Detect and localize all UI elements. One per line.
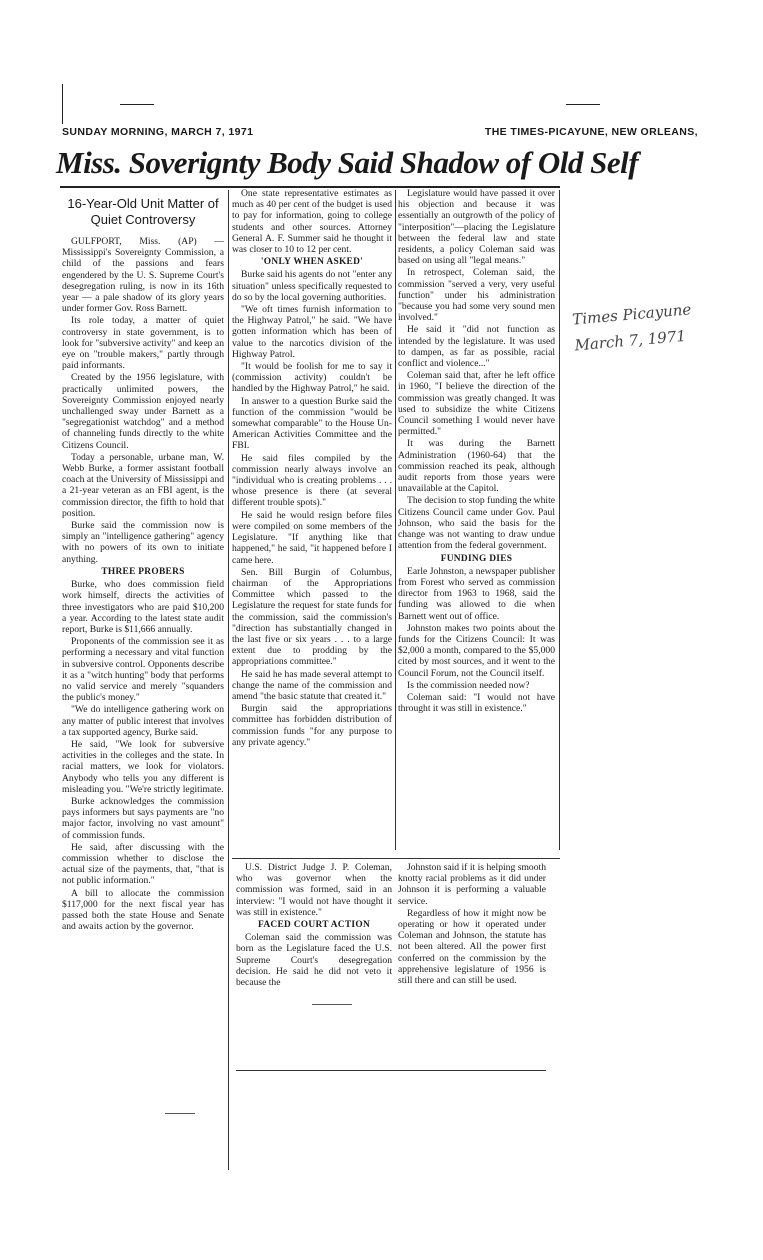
column-rule: [559, 190, 560, 850]
paragraph: Burke acknowledges the commission pays informers but says payments are "no major factor, involving no vast amount" of commission funds.: [62, 795, 224, 841]
handwritten-line-2: March 7, 1971: [573, 326, 687, 355]
paragraph: Legislature would have passed it over his objection and because it was essentially an outgrowth of the policy of "interposition"—placing the Legislature between the federal law and state residents, a policy Coleman said was based on using all "legal means.": [398, 188, 555, 267]
column-3-paragraphs: [398, 188, 555, 552]
paragraph: U.S. District Judge J. P. Coleman, who was governor when the commission was formed, said in an interview: "I would not have thought it was still in existence.": [236, 862, 392, 918]
dateline-date: SUNDAY MORNING, MARCH 7, 1971: [62, 126, 254, 138]
paragraph: Coleman said the commission was born as the Legislature faced the U.S. Supreme Court's desegregation decision. He said he did not veto it because the: [236, 932, 392, 989]
column-2-paragraphs: [232, 188, 392, 255]
paragraph: He said files compiled by the commission nearly always involve an "individual who is creating problems . . . whose presence is there (at several different trouble spots).": [232, 452, 392, 509]
dateline: [62, 126, 698, 142]
paragraph: "We do intelligence gathering work on any matter of public interest that involves a tax supported agency, Burke said.: [62, 704, 224, 738]
paragraph: Created by the 1956 legislature, with practically unlimited powers, the Sovereignty Commission enjoyed nearly unchallenged sway under Barnett as a "segregationist watchdog" and a method of channeling funds directly to the white Citizens Council.: [62, 372, 224, 451]
column-5-paragraphs: [398, 862, 546, 986]
paragraph: Burke said the commission now is simply an "intelligence gathering" agency with no powers of its own to initiate anything.: [62, 520, 224, 565]
paragraph: Johnston said if it is helping smooth knotty racial problems as it did under Johnson it is performing a valuable service.: [398, 862, 546, 907]
column-5: [398, 862, 546, 987]
column-2-paragraphs-b: [232, 269, 392, 748]
paragraph: "We oft times furnish information to the Highway Patrol," he said. "We have gotten information which has been of value to the narcotics division of the Highway Patrol.: [232, 304, 392, 360]
paragraph: He said, after discussing with the commission whether to disclose the actual size of the payments, that, "that is not public information.": [62, 841, 224, 887]
paragraph: Today a personable, urbane man, W. Webb Burke, a former assistant football coach at the University of Mississippi and a 21-year veteran as an FBI agent, is the commission director, the fifth to hold that position.: [62, 451, 224, 519]
column-rule: [395, 190, 396, 850]
column-4-paragraphs: [236, 862, 392, 918]
column-2: [232, 188, 392, 749]
paragraph: In retrospect, Coleman said, the commission "served a very, very useful function" under his administration "because you had some very sound men involved.": [398, 267, 555, 324]
column-1-paragraphs: [62, 236, 224, 565]
section-head-only-when-asked: 'ONLY WHEN ASKED': [260, 257, 364, 268]
column-1-paragraphs-b: [62, 579, 224, 932]
column-1: [62, 188, 224, 933]
paragraph: It was during the Barnett Administration (1960-64) that the commission reached its peak, although audit reports from those years were unavailable at the Capitol.: [398, 438, 555, 495]
subhead: 16-Year-Old Unit Matter of Quiet Controversy: [67, 196, 219, 227]
paragraph: Earle Johnston, a newspaper publisher from Forest who served as commission director from 1963 to 1968, said the funding was allowed to die when Barnett went out of office.: [398, 565, 555, 622]
column-3: [398, 188, 555, 715]
paragraph: Its role today, a matter of quiet controversy in state government, is to look for "subversive activity" and keep an eye on "trouble makers," partly through paid informants.: [62, 315, 224, 372]
margin-mark: [120, 104, 154, 105]
column-4-paragraphs-b: [236, 932, 392, 988]
paragraph: Burgin said the appropriations committee has forbidden distribution of commission funds "for any purpose to any private agency.": [232, 703, 392, 748]
paragraph: Is the commission needed now?: [407, 679, 530, 691]
paragraph: Sen. Bill Burgin of Columbus, chairman of the Appropriations Committee which passed to the Legislature the request for state funds for the commission, said the commission's "direction has substantially changed in the last five or six years . . . to a large extent due to prodding by the appropriations committee.": [232, 566, 392, 668]
cut-line: [236, 1070, 546, 1071]
paragraph: Coleman said that, after he left office in 1960, "I believe the direction of the commission was greatly changed. It was used to subsidize the white Citizens Council something I would never have permitted.": [398, 370, 555, 438]
pen-mark: [165, 1113, 195, 1114]
paragraph: Burke, who does commission field work himself, directs the activities of three investigators who are paid $10,200 a year. According to the latest state audit report, Burke is $11,666 annually.: [62, 579, 224, 635]
margin-mark: [62, 84, 63, 124]
paragraph: He said, "We look for subversive activities in the colleges and the state. In racial matters, we look for violators. Anybody who tells you any different is misleading you. "We're strictly legitimate.: [62, 738, 224, 795]
paragraph: A bill to allocate the commission $117,000 for the next fiscal year has passed both the state House and Senate and awaits action by the governor.: [62, 887, 224, 933]
paragraph: GULFPORT, Miss. (AP) — Mississippi's Sovereignty Commission, a child of the passions and fears engendered by the U. S. Supreme Court's desegregation ruling, is now in its 16th year — a pale shadow of its glory years under former Gov. Ross Barnett.: [62, 236, 224, 315]
section-head-funding-dies: FUNDING DIES: [440, 553, 513, 564]
paragraph: He said he has made several attempt to change the name of the commission and amend "the basic statute that created it.": [232, 668, 392, 702]
paragraph: Regardless of how it might now be operating or how it operated under Coleman and Johnson, the statute has not been altered. All the power first conferred on the commission by the apprehensive legislature of 1956 is still there and can still be used.: [398, 907, 546, 987]
pen-mark: [312, 1004, 352, 1005]
handwritten-note: [571, 294, 727, 377]
headline: Miss. Soverignty Body Said Shadow of Old Self: [56, 145, 639, 180]
margin-mark: [566, 104, 600, 105]
column-rule: [228, 190, 229, 1170]
dateline-paper: THE TIMES-PICAYUNE, NEW ORLEANS,: [484, 126, 698, 138]
paragraph: Coleman said: "I would not have throught it was still in existence.": [398, 691, 555, 715]
paragraph: In answer to a question Burke said the function of the commission "would be somewhat comparable" to the House Un-American Activities Committee and the FBI.: [232, 395, 392, 452]
handwritten-line-1: Times Picayune: [571, 300, 692, 329]
paragraph: He said it "did not function as intended by the legislature. It was used to dampen, as far as possible, racial conflict and violence...": [398, 324, 555, 370]
paragraph: He said he would resign before files were compiled on some members of the Legislature. "If anything like that happened," he said, "it happened before I came here.: [232, 509, 392, 566]
section-head-faced-court-action: FACED COURT ACTION: [257, 920, 371, 931]
paragraph: "It would be foolish for me to say it (commission activity) couldn't be handled by the Highway Patrol," he said.: [232, 361, 392, 395]
cut-line: [232, 858, 560, 859]
paragraph: Johnston makes two points about the funds for the Citizens Council: It was $2,000 a month, compared to the $5,000 cited by most sources, and it went to the Council Forum, not the Council itself.: [398, 622, 555, 679]
paragraph: Proponents of the commission see it as performing a necessary and vital function in subversive control. Opponents describe it as a "witch hunting" body that performs no valid service and merely "squanders the public's money.": [62, 636, 224, 704]
column-4: [236, 862, 392, 989]
paragraph: One state representative estimates as much as 40 per cent of the budget is used to pay for information, going to college students and other sources. Attorney General A. F. Summer said he thought it was closer to 10 to 12 per cent.: [232, 188, 392, 256]
column-3-paragraphs-b: [398, 566, 555, 715]
paragraph: Burke said his agents do not "enter any situation" unless specifically requested to do so by the local governing authorities.: [232, 269, 392, 303]
paragraph: The decision to stop funding the white Citizens Council came under Gov. Paul Johnson, who said the basis for the change was not wanting to draw undue attention from the federal government.: [398, 495, 555, 552]
section-head-three-probers: THREE PROBERS: [101, 566, 185, 577]
